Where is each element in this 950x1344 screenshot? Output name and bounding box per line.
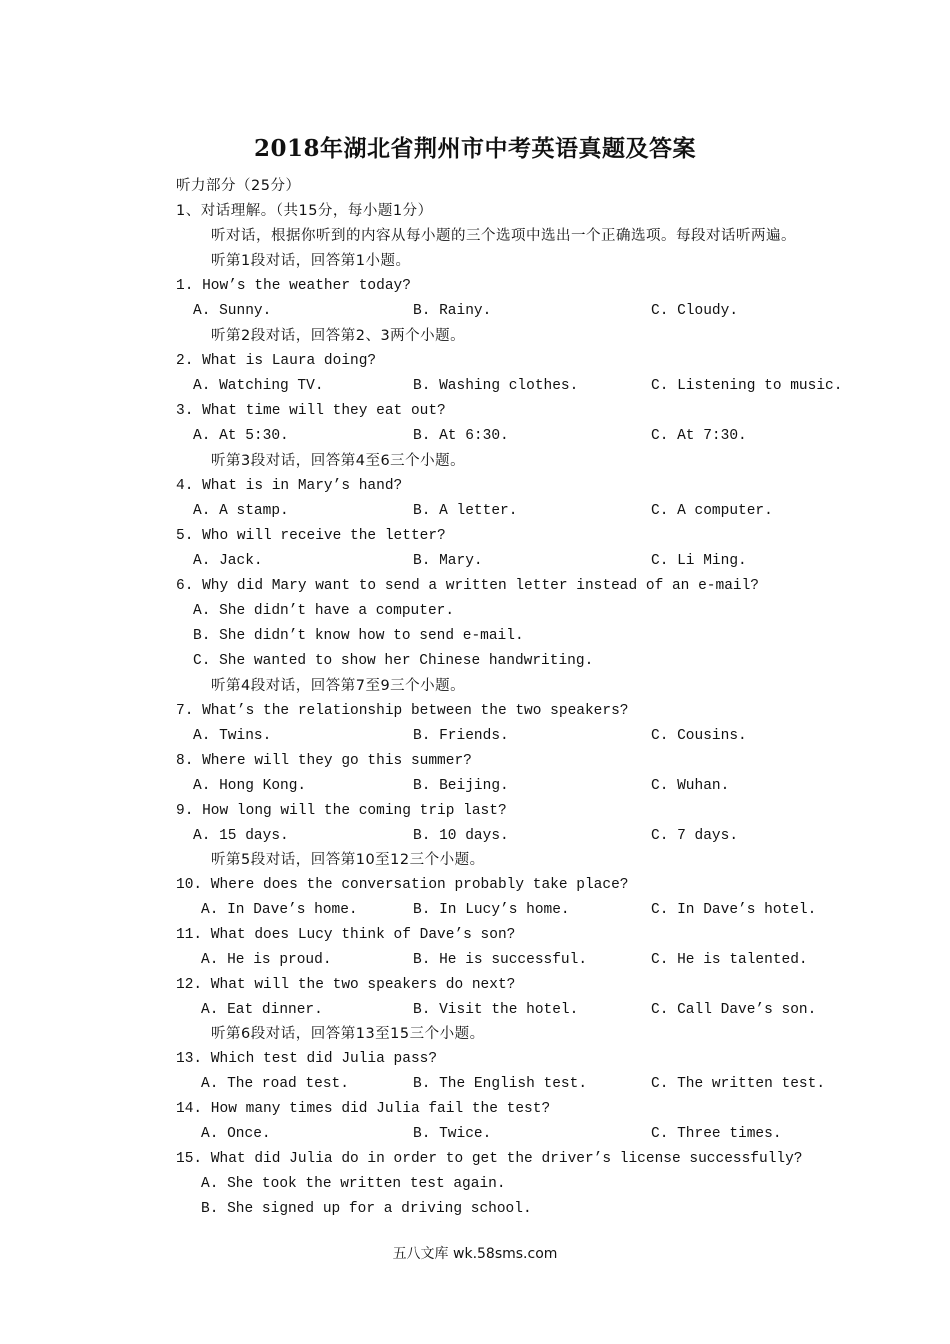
question-stem: 12. What will the two speakers do next? — [176, 977, 516, 993]
option-a: A. Sunny. — [193, 303, 272, 319]
option-b: B. Washing clothes. — [413, 378, 579, 394]
option-a: A. The road test. — [201, 1076, 349, 1092]
option-c: C. Cloudy. — [651, 303, 739, 319]
option-b: B. Twice. — [413, 1126, 492, 1142]
question-stem: 4. What is in Mary’s hand? — [176, 478, 403, 494]
dialogue-instruction: 听第4段对话，回答第7至9三个小题。 — [211, 678, 466, 694]
question-stem: 1. How’s the weather today? — [176, 278, 411, 294]
option-c: C. She wanted to show her Chinese handwriting. — [193, 653, 594, 669]
question-stem: 6. Why did Mary want to send a written letter instead of an e-mail? — [176, 578, 759, 594]
question-stem: 2. What is Laura doing? — [176, 353, 377, 369]
question-stem: 5. Who will receive the letter? — [176, 528, 446, 544]
option-c: C. Cousins. — [651, 728, 747, 744]
option-a: A. Watching TV. — [193, 378, 324, 394]
option-a: A. A stamp. — [193, 503, 289, 519]
question-stem: 14. How many times did Julia fail the test? — [176, 1101, 551, 1117]
option-a: A. 15 days. — [193, 828, 289, 844]
dialogue-instruction: 听第6段对话，回答第13至15三个小题。 — [211, 1026, 485, 1042]
option-c: C. Li Ming. — [651, 553, 747, 569]
option-b: B. Mary. — [413, 553, 483, 569]
option-a: A. He is proud. — [201, 952, 332, 968]
option-b: B. She didn’t know how to send e-mail. — [193, 628, 524, 644]
question-stem: 15. What did Julia do in order to get the driver’s license successfully? — [176, 1151, 803, 1167]
option-a: A. Once. — [201, 1126, 271, 1142]
option-c: C. Three times. — [651, 1126, 782, 1142]
option-a: A. Twins. — [193, 728, 272, 744]
part-heading: 1、对话理解。（共15分，每小题1分） — [176, 203, 433, 219]
question-stem: 8. Where will they go this summer? — [176, 753, 472, 769]
option-b: B. A letter. — [413, 503, 518, 519]
dialogue-instruction: 听第5段对话，回答第10至12三个小题。 — [211, 852, 485, 868]
dialogue-instruction: 听第3段对话，回答第4至6三个小题。 — [211, 453, 466, 469]
question-stem: 9. How long will the coming trip last? — [176, 803, 507, 819]
question-stem: 11. What does Lucy think of Dave’s son? — [176, 927, 516, 943]
question-stem: 10. Where does the conversation probably take place? — [176, 877, 629, 893]
option-c: C. 7 days. — [651, 828, 739, 844]
option-a: A. Eat dinner. — [201, 1002, 323, 1018]
option-b: B. Rainy. — [413, 303, 492, 319]
option-b: B. 10 days. — [413, 828, 509, 844]
option-a: A. Jack. — [193, 553, 263, 569]
option-b: B. Friends. — [413, 728, 509, 744]
option-b: B. She signed up for a driving school. — [201, 1201, 532, 1217]
instructions: 听对话，根据你听到的内容从每小题的三个选项中选出一个正确选项。每段对话听两遍。 — [211, 228, 796, 244]
question-stem: 7. What’s the relationship between the two speakers? — [176, 703, 629, 719]
option-c: C. At 7:30. — [651, 428, 747, 444]
option-b: B. Visit the hotel. — [413, 1002, 579, 1018]
dialogue-instruction: 听第1段对话，回答第1小题。 — [211, 253, 411, 269]
question-stem: 13. Which test did Julia pass? — [176, 1051, 438, 1067]
option-c: C. A computer. — [651, 503, 773, 519]
option-b: B. Beijing. — [413, 778, 509, 794]
option-c: C. Wuhan. — [651, 778, 730, 794]
option-c: C. The written test. — [651, 1076, 826, 1092]
option-a: A. She took the written test again. — [201, 1176, 506, 1192]
option-a: A. At 5:30. — [193, 428, 289, 444]
option-c: C. He is talented. — [651, 952, 808, 968]
option-b: B. In Lucy’s home. — [413, 902, 570, 918]
option-c: C. In Dave’s hotel. — [651, 902, 817, 918]
option-b: B. The English test. — [413, 1076, 588, 1092]
dialogue-instruction: 听第2段对话，回答第2、3两个小题。 — [211, 328, 466, 344]
option-b: B. At 6:30. — [413, 428, 509, 444]
document-title: 2018年湖北省荆州市中考英语真题及答案 — [253, 135, 696, 162]
question-stem: 3. What time will they eat out? — [176, 403, 446, 419]
footer-watermark: 五八文库 wk.58sms.com — [392, 1246, 558, 1262]
option-b: B. He is successful. — [413, 952, 588, 968]
option-a: A. In Dave’s home. — [201, 902, 358, 918]
option-a: A. She didn’t have a computer. — [193, 603, 455, 619]
option-c: C. Listening to music. — [651, 378, 843, 394]
option-a: A. Hong Kong. — [193, 778, 307, 794]
option-c: C. Call Dave’s son. — [651, 1002, 817, 1018]
section-heading: 听力部分（25分） — [176, 178, 301, 194]
